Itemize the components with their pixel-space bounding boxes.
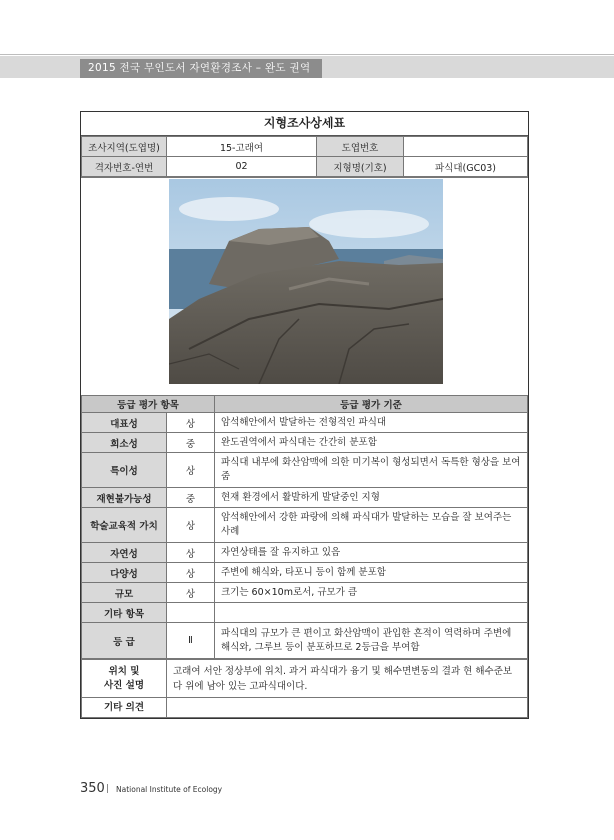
landform-photo <box>169 179 443 384</box>
grade-total-desc: 파식대의 규모가 큰 편이고 화산암맥이 관입한 흔적이 역력하며 주변에 해식와, 그루브 등이 분포하므로 2등급을 부여함 <box>215 623 528 659</box>
info-table <box>81 136 528 177</box>
map-no-label: 도엽번호 <box>317 137 404 157</box>
survey-sheet <box>80 111 529 719</box>
survey-area-value: 15-고래여 <box>167 137 317 157</box>
grade-item: 학술교육적 가치 <box>82 508 167 543</box>
grade-desc: 파식대 내부에 화산암맥에 의한 미기복이 형성되면서 독특한 형상을 보여줌 <box>215 453 528 488</box>
location-desc: 고래여 서안 정상부에 위치. 과거 파식대가 융기 및 해수면변동의 결과 현 해수준보다 위에 남아 있는 고파식대이다. <box>167 660 528 698</box>
grade-item: 특이성 <box>82 453 167 488</box>
grade-desc: 주변에 해식와, 타포니 등이 함께 분포함 <box>215 563 528 583</box>
other-label: 기타 의견 <box>82 698 167 718</box>
sheet-title: 지형조사상세표 <box>81 112 528 136</box>
grade-item: 규모 <box>82 583 167 603</box>
grade-desc <box>215 603 528 623</box>
grade-criteria-header: 등급 평가 기준 <box>215 396 528 413</box>
grade-item: 희소성 <box>82 433 167 453</box>
grade-row <box>82 543 528 563</box>
grade-value: 상 <box>167 453 215 488</box>
landform-label: 지형명(기호) <box>317 157 404 177</box>
grade-desc: 암석해안에서 강한 파랑에 의해 파식대가 발달하는 모습을 잘 보여주는 사례 <box>215 508 528 543</box>
location-label-line2: 사진 설명 <box>103 679 144 691</box>
grade-row <box>82 488 528 508</box>
grade-item: 재현불가능성 <box>82 488 167 508</box>
grade-item: 자연성 <box>82 543 167 563</box>
grade-row <box>82 433 528 453</box>
grade-header-row <box>82 396 528 413</box>
grid-value: 02 <box>167 157 317 177</box>
grade-total-row <box>82 623 528 659</box>
grade-row <box>82 413 528 433</box>
info-row-2 <box>82 157 528 177</box>
other-row <box>82 698 528 718</box>
map-no-value <box>404 137 528 157</box>
survey-area-label: 조사지역(도엽명) <box>82 137 167 157</box>
grade-row <box>82 508 528 543</box>
landform-value: 파식대(GC03) <box>404 157 528 177</box>
grade-value: 중 <box>167 488 215 508</box>
location-row <box>82 660 528 698</box>
grade-row <box>82 563 528 583</box>
location-table <box>81 659 528 718</box>
location-label-line1: 위치 및 <box>108 665 140 677</box>
grade-desc: 크기는 60×10m로서, 규모가 큼 <box>215 583 528 603</box>
grade-desc: 암석해안에서 발달하는 전형적인 파식대 <box>215 413 528 433</box>
grade-desc: 완도권역에서 파식대는 간간히 분포함 <box>215 433 528 453</box>
grade-item: 다양성 <box>82 563 167 583</box>
grade-value: 상 <box>167 583 215 603</box>
grade-value: 상 <box>167 413 215 433</box>
grade-item: 기타 항목 <box>82 603 167 623</box>
info-row-1 <box>82 137 528 157</box>
footer-separator: | <box>106 784 110 794</box>
running-title: 2015 전국 무인도서 자연환경조사 – 완도 권역 <box>80 59 322 78</box>
photo-cell <box>81 177 528 395</box>
grade-row <box>82 603 528 623</box>
grade-value: 상 <box>167 543 215 563</box>
grade-item-header: 등급 평가 항목 <box>82 396 215 413</box>
grade-value: 상 <box>167 508 215 543</box>
grade-table <box>81 395 528 659</box>
grade-total-label: 등 급 <box>82 623 167 659</box>
grade-row <box>82 583 528 603</box>
grade-desc: 자연상태를 잘 유지하고 있음 <box>215 543 528 563</box>
grade-item: 대표성 <box>82 413 167 433</box>
grid-label: 격자번호-연번 <box>82 157 167 177</box>
grade-value <box>167 603 215 623</box>
other-desc <box>167 698 528 718</box>
grade-total-value: Ⅱ <box>167 623 215 659</box>
grade-desc: 현재 환경에서 활발하게 발달중인 지형 <box>215 488 528 508</box>
location-label <box>82 660 167 698</box>
header-rule <box>0 54 614 55</box>
grade-value: 상 <box>167 563 215 583</box>
footer-organization: National Institute of Ecology <box>116 785 223 794</box>
grade-row <box>82 453 528 488</box>
grade-value: 중 <box>167 433 215 453</box>
page-number: 350 <box>80 781 105 796</box>
